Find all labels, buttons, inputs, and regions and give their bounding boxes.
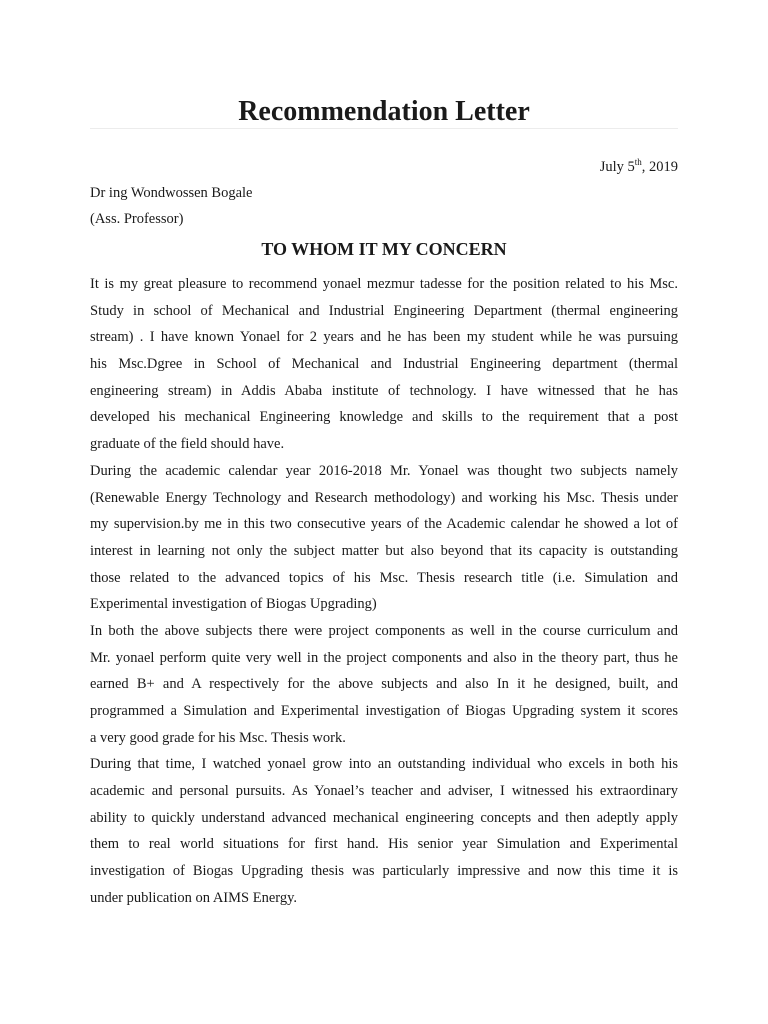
paragraph-line: During that time, I watched yonael grow into an outstanding individual who excels in both his (90, 756, 678, 773)
paragraph-line: (Renewable Energy Technology and Research methodology) and working his Msc. Thesis under (90, 489, 678, 506)
paragraph-line: under publication on AIMS Energy. (90, 889, 298, 906)
paragraph-line: programmed a Simulation and Experimental investigation of Biogas Upgrading system it scores (90, 703, 678, 719)
paragraph-line: graduate of the field should have. (90, 436, 285, 453)
letter-body (90, 271, 678, 912)
sender-role: (Ass. Professor) (90, 211, 184, 227)
paragraph-line: a very good grade for his Msc. Thesis work. (90, 729, 346, 746)
paragraph-line: stream) . I have known Yonael for 2 years and he has been my student while he was pursuing (90, 329, 678, 346)
date-ordinal-suffix: th (634, 157, 642, 167)
paragraph-1 (90, 271, 678, 458)
paragraph-line: developed his mechanical Engineering knowledge and skills to the requirement that a post (90, 409, 678, 426)
paragraph-line: Mr. yonael perform quite very well in the project components and also in the theory part, thus he (90, 649, 678, 666)
letter-subject: TO WHOM IT MY CONCERN (261, 239, 507, 259)
paragraph-line: ability to quickly understand advanced mechanical engineering concepts and then adeptly apply (90, 809, 678, 826)
sender-name: Dr ing Wondwossen Bogale (90, 185, 253, 201)
paragraph-line: engineering stream) in Addis Ababa institute of technology. I have witnessed that he has (90, 382, 678, 399)
paragraph-line: interest in learning not only the subject matter but also beyond that its capacity is outstanding (90, 542, 678, 559)
paragraph-line: Study in school of Mechanical and Industrial Engineering Department (thermal engineering (90, 302, 678, 319)
paragraph-line: It is my great pleasure to recommend yonael mezmur tadesse for the position related to his Msc. (90, 276, 678, 292)
letter-page (90, 0, 678, 1024)
paragraph-line: his Msc.Dgree in School of Mechanical and Industrial Engineering department (thermal (90, 356, 678, 373)
paragraph-line: Experimental investigation of Biogas Upgrading) (90, 596, 377, 613)
paragraph-line: earned B+ and A respectively for the above subjects and also In it he designed, built, and (90, 676, 678, 693)
paragraph-4 (90, 751, 678, 911)
paragraph-2 (90, 458, 678, 618)
paragraph-line: During the academic calendar year 2016-2018 Mr. Yonael was thought two subjects namely (90, 462, 678, 479)
title-divider (90, 128, 678, 129)
date-year: , 2019 (641, 159, 678, 175)
paragraph-line: academic and personal pursuits. As Yonael’s teacher and adviser, I witnessed his extraordinary (90, 783, 678, 800)
letter-title: Recommendation Letter (238, 96, 530, 127)
date-month-day: July 5 (599, 159, 635, 175)
paragraph-line: those related to the advanced topics of his Msc. Thesis research title (i.e. Simulation and (90, 569, 678, 586)
letter-date (600, 156, 678, 178)
paragraph-3 (90, 618, 678, 751)
paragraph-line: investigation of Biogas Upgrading thesis was particularly impressive and now this time it is (90, 863, 678, 880)
paragraph-line: my supervision.by me in this two consecutive years of the Academic calendar he showed a lot of (90, 516, 678, 533)
paragraph-line: them to real world situations for first hand. His senior year Simulation and Experimental (90, 836, 678, 853)
paragraph-line: In both the above subjects there were project components as well in the course curriculum and (90, 622, 678, 639)
